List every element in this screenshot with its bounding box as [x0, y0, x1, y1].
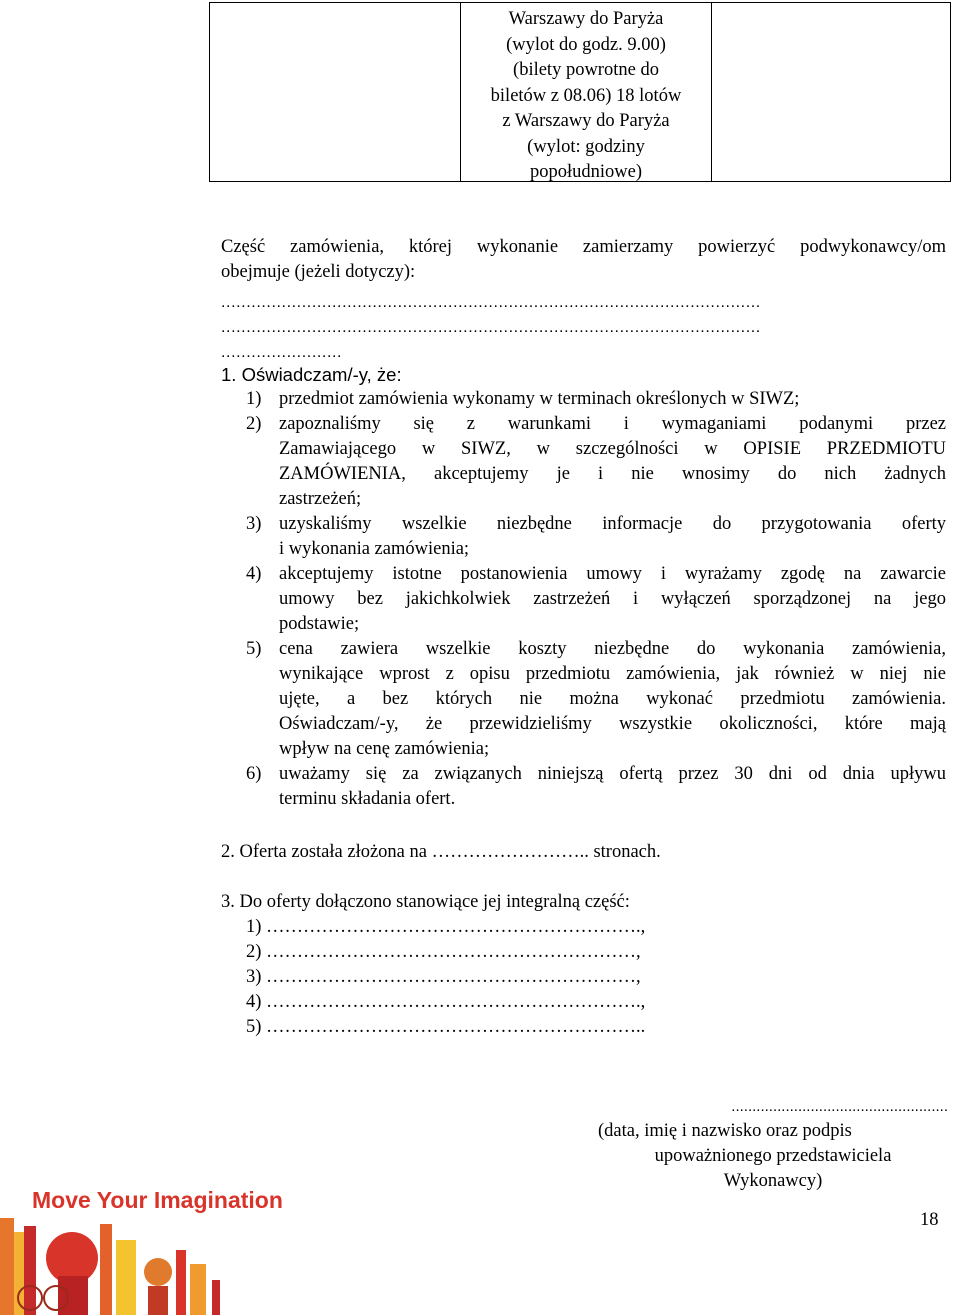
items-table [209, 2, 951, 182]
table-cell-line: (bilety powrotne do [513, 60, 659, 80]
attachment-row: 1) ……………………………………………………., [246, 917, 646, 937]
attachment-row: 3) ……………………………………………………, [246, 967, 641, 987]
declaration-item-number: 5) [246, 639, 262, 659]
declaration-item-line: zapoznaliśmy się z warunkami i wymaganiami podanymi przez [279, 414, 946, 434]
declaration-item-line: umowy bez jakichkolwiek zastrzeżeń i wyłączeń sporządzonej na jego [279, 589, 946, 609]
declaration-item-line: akceptujemy istotne postanowienia umowy i wyrażamy zgodę na zawarcie [279, 564, 946, 584]
declaration-item-number: 6) [246, 764, 262, 784]
attachments-heading: 3. Do oferty dołączono stanowiące jej integralną część: [221, 892, 630, 912]
declaration-item-line: wpływ na cenę zamówienia; [279, 739, 490, 759]
page-number: 18 [920, 1210, 939, 1230]
declaration-item-line: podstawie; [279, 614, 360, 634]
dots-line: ........................................................................................................... [221, 294, 761, 311]
declaration-heading: 1. Oświadczam/-y, że: [221, 364, 402, 385]
table-cell-line: (wylot: godziny [527, 136, 645, 157]
declaration-item-line: uważamy się za związanych niniejszą ofertą przez 30 dni od dnia upływu [279, 764, 946, 784]
declaration-item-line: terminu składania ofert. [279, 789, 456, 809]
signature-caption: upoważnionego przedstawiciela [654, 1146, 892, 1166]
attachment-row: 5) …………………………………………………….. [246, 1017, 646, 1037]
declaration-item-line: Zamawiającego w SIWZ, w szczególności w OPISIE PRZEDMIOTU [279, 439, 946, 459]
table-cell-line: popołudniowe) [529, 162, 642, 182]
subcontract-section [221, 235, 946, 285]
table-cell-flights [461, 3, 712, 181]
declaration-item-line: uzyskaliśmy wszelkie niezbędne informacje do przygotowania oferty [279, 514, 946, 534]
logo-text: Move Your Imagination [32, 1187, 283, 1213]
subcontract-dots [221, 290, 946, 365]
declaration-item-line: ujęte, a bez których nie można wykonać przedmiotu zamówienia. [279, 689, 946, 709]
signature-caption: (data, imię i nazwisko oraz podpis [598, 1121, 852, 1141]
pages-count-line: 2. Oferta została złożona na …………………….. stronach. [221, 842, 661, 862]
declaration-item-line: ZAMÓWIENIA, akceptujemy je i nie wnosimy do nich żadnych [279, 464, 946, 484]
declaration-item-line: przedmiot zamówienia wykonamy w terminach określonych w SIWZ; [279, 389, 800, 409]
declaration-item-number: 3) [246, 514, 262, 534]
declaration-item-line: Oświadczam/-y, że przewidzieliśmy wszystkie okoliczności, które mają [279, 714, 946, 734]
declaration-item-line: wynikające wprost z opisu przedmiotu zamówienia, jak również w niej nie [279, 664, 946, 684]
declaration-item-number: 1) [246, 389, 262, 409]
declaration-item-number: 2) [246, 414, 262, 434]
table-cell-empty-left [210, 3, 461, 181]
signature-dots: .................................................... [731, 1098, 948, 1115]
table-cell-line: biletów z 08.06) 18 lotów [490, 85, 682, 106]
subcontract-line: obejmuje (jeżeli dotyczy): [221, 262, 416, 282]
dots-line: ........................................................................................................... [221, 319, 761, 336]
declaration-item-line: zastrzeżeń; [279, 489, 362, 509]
attachment-row: 2) ……………………………………………………, [246, 942, 641, 962]
subcontract-line: Część zamówienia, której wykonanie zamierzamy powierzyć podwykonawcy/om [221, 237, 946, 257]
declaration-item-number: 4) [246, 564, 262, 584]
dots-line: ........................ [221, 344, 343, 361]
table-cell-line: (wylot do godz. 9.00) [506, 34, 666, 55]
declaration-item-line: i wykonania zamówienia; [279, 539, 470, 559]
table-cell-empty-right [712, 3, 950, 181]
signature-caption: Wykonawcy) [723, 1171, 823, 1191]
signature-block [598, 1094, 948, 1194]
attachment-row: 4) ……………………………………………………., [246, 992, 646, 1012]
declaration-item-line: cena zawiera wszelkie koszty niezbędne do wykonania zamówienia, [279, 639, 946, 659]
table-cell-line: z Warszawy do Paryża [502, 111, 670, 131]
table-cell-line: Warszawy do Paryża [508, 9, 664, 29]
move-your-imagination-logo [0, 1180, 300, 1315]
